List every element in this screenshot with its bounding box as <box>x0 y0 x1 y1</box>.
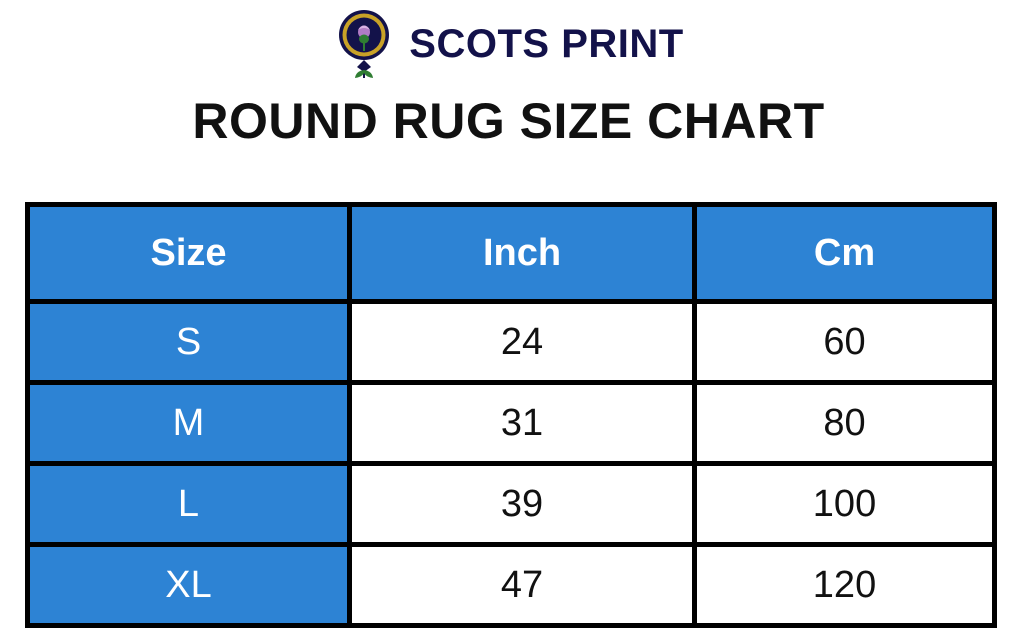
cell-cm: 60 <box>695 302 995 383</box>
cell-size: M <box>28 383 350 464</box>
brand-header <box>0 0 1017 74</box>
brand-name: SCOTS PRINT <box>409 22 684 66</box>
size-chart-table <box>25 202 997 628</box>
column-header-cm: Cm <box>695 205 995 302</box>
cell-inch: 31 <box>350 383 695 464</box>
cell-cm: 80 <box>695 383 995 464</box>
cell-inch: 24 <box>350 302 695 383</box>
cell-inch: 47 <box>350 545 695 626</box>
column-header-inch: Inch <box>350 205 695 302</box>
size-chart-table-wrapper <box>25 202 992 628</box>
table-row <box>28 464 995 545</box>
cell-size: XL <box>28 545 350 626</box>
cell-cm: 100 <box>695 464 995 545</box>
cell-inch: 39 <box>350 464 695 545</box>
table-header-row <box>28 205 995 302</box>
cell-cm: 120 <box>695 545 995 626</box>
table-row <box>28 302 995 383</box>
page-title: ROUND RUG SIZE CHART <box>192 93 825 149</box>
table-row <box>28 545 995 626</box>
scots-print-logo-icon <box>333 8 395 80</box>
column-header-size: Size <box>28 205 350 302</box>
table-row <box>28 383 995 464</box>
cell-size: S <box>28 302 350 383</box>
cell-size: L <box>28 464 350 545</box>
